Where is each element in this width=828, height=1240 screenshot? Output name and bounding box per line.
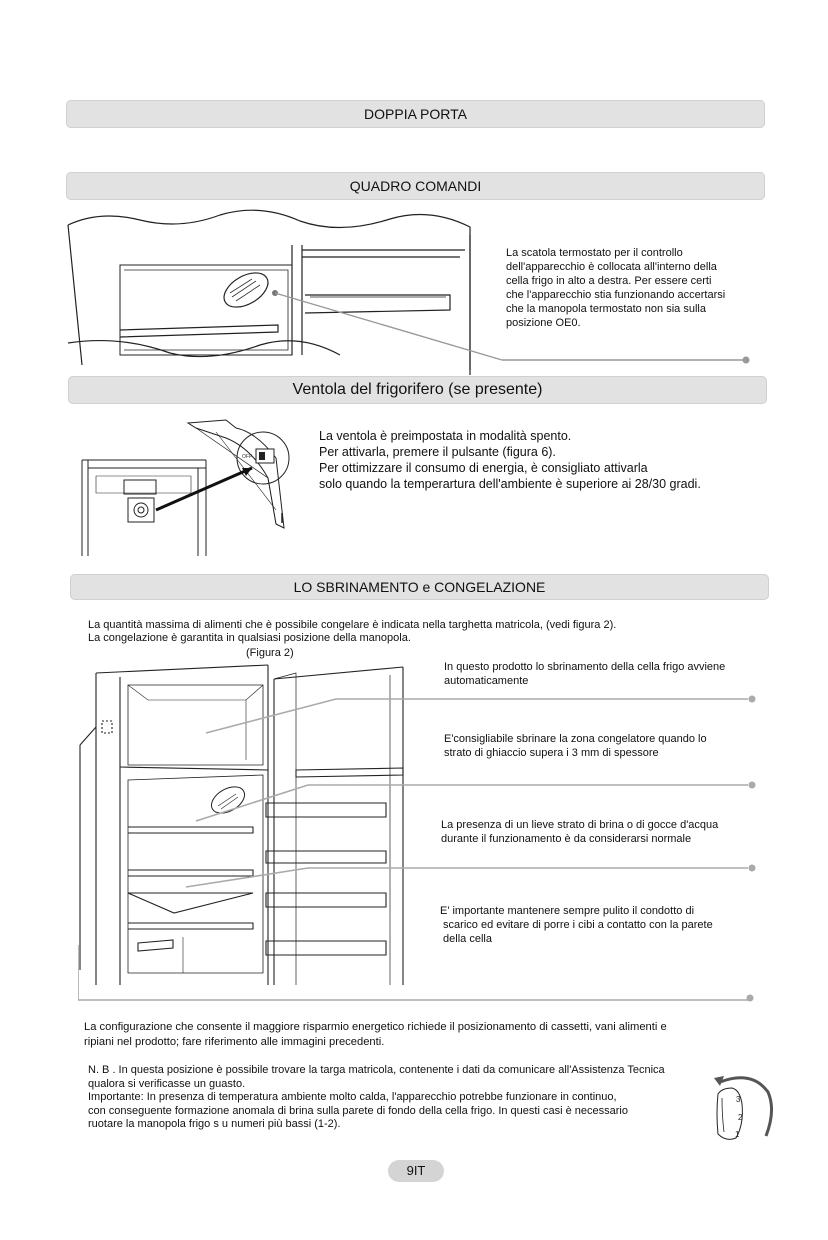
- text-line: Per attivarla, premere il pulsante (figura 6).: [319, 445, 556, 459]
- energy-configuration-note: [84, 1020, 667, 1050]
- section-title: QUADRO COMANDI: [349, 178, 482, 194]
- callout-frost-normal: [441, 818, 718, 846]
- text-line: In questo prodotto lo sbrinamento della cella frigo avviene: [444, 661, 726, 673]
- text-line: E' importante mantenere sempre pulito il condotto di: [440, 905, 695, 917]
- text-line: La ventola è preimpostata in modalità spento.: [319, 429, 572, 443]
- text-line: automaticamente: [444, 675, 529, 687]
- fan-off-label: OFF: [242, 454, 252, 460]
- text-line: La configurazione che consente il maggiore risparmio energetico richiede il posizionamento di cassetti, vani alimenti e: [84, 1021, 667, 1033]
- text-line: E'consigliabile sbrinare la zona congelatore quando lo: [444, 733, 707, 745]
- freezing-intro: [88, 619, 616, 645]
- text-line: ruotare la manopola frigo s u numeri più bassi (1-2).: [88, 1118, 341, 1130]
- text-line: della cella: [440, 933, 492, 945]
- text-line: scarico ed evitare di porre i cibi a contatto con la parete: [440, 919, 713, 931]
- section-header-ventola: [68, 376, 767, 404]
- text-line: qualora si verificasse un guasto.: [88, 1077, 246, 1090]
- text-line: ripiani nel prodotto; fare riferimento alle immagini precedenti.: [84, 1036, 385, 1048]
- text-line: solo quando la temperartura dell'ambiente è superiore ai 28/30 gradi.: [319, 477, 701, 491]
- text-line: La congelazione è garantita in qualsiasi posizione della manopola.: [88, 632, 411, 644]
- thermostat-description: [506, 246, 725, 330]
- fan-description: [319, 428, 701, 492]
- page-number: 9IT: [388, 1160, 444, 1182]
- text-line: che la manopola termostato non sia sulla: [506, 303, 706, 315]
- thermostat-knob-icon: [218, 266, 278, 314]
- dial-number-2: 2: [738, 1113, 743, 1122]
- callout-defrost-freezer: [444, 732, 707, 760]
- section-header-doppia-porta: [66, 100, 765, 128]
- section-header-sbrinamento: [70, 574, 769, 600]
- dial-number-1: 1: [735, 1130, 740, 1139]
- text-line: N. B . In questa posizione è possibile trovare la targa matricola, contenente i dati da comunicare all'Assistenza Tecnica: [88, 1064, 665, 1076]
- text-line: La scatola termostato per il controllo: [506, 247, 683, 259]
- text-line: dell'apparecchio è collocata all'interno della: [506, 261, 717, 273]
- text-line: con conseguente formazione anomala di brina sulla parete di fondo della cella frigo. In questi casi è necessario: [88, 1104, 628, 1117]
- text-line: Per ottimizzare il consumo di energia, è consigliato attivarla: [319, 461, 648, 475]
- nb-note: [88, 1064, 665, 1132]
- text-line: che l'apparecchio stia funzionando accertarsi: [506, 289, 726, 301]
- text-line: durante il funzionamento è da considerarsi normale: [441, 833, 692, 845]
- figure-caption: (Figura 2): [246, 647, 294, 659]
- callout-defrost-fridge: [444, 660, 725, 688]
- dial-number-3: 3: [736, 1095, 741, 1104]
- thermostat-knob-icon: [207, 781, 249, 818]
- section-title: Ventola del frigorifero (se presente): [292, 381, 543, 398]
- text-line: cella frigo in alto a destra. Per essere certi: [506, 275, 712, 287]
- text-line: La quantità massima di alimenti che è possibile congelare è indicata nella targhetta matricola, (vedi figura 2).: [88, 619, 617, 631]
- callout-drain: [440, 904, 713, 946]
- text-line: posizione OE0.: [506, 317, 581, 329]
- section-title: DOPPIA PORTA: [364, 106, 467, 122]
- section-title: LO SBRINAMENTO e CONGELAZIONE: [293, 579, 546, 595]
- text-line: La presenza di un lieve strato di brina o di gocce d'acqua: [441, 819, 719, 831]
- section-header-quadro-comandi: [66, 172, 765, 200]
- thermostat-dial-illustration: [692, 1074, 776, 1146]
- text-line: strato di ghiaccio supera i 3 mm di spessore: [444, 747, 659, 759]
- text-line: Importante: In presenza di temperatura ambiente molto calda, l'apparecchio potrebbe funzionare in continuo,: [88, 1091, 617, 1103]
- fan-illustration: [76, 418, 296, 558]
